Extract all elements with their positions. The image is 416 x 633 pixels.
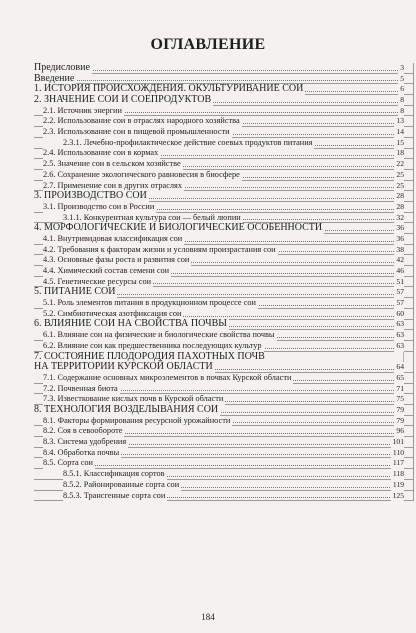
table-border xyxy=(413,138,414,149)
toc-entry-title: 8.5.3. Трансгенные сорта сои xyxy=(63,490,166,500)
toc-entry-page: 15 xyxy=(396,137,404,147)
toc-entry-page: 8 xyxy=(400,95,404,105)
dot-leader xyxy=(34,80,404,81)
toc-entry-page: 51 xyxy=(396,276,404,286)
toc-entry-title-line2: НА ТЕРРИТОРИИ КУРСКОЙ ОБЛАСТИ xyxy=(34,361,213,373)
toc-entry-page: 22 xyxy=(396,159,404,169)
toc-entry-title: 6. ВЛИЯНИЕ СОИ НА СВОЙСТВА ПОЧВЫ xyxy=(34,318,227,330)
toc-entry-page: 101 xyxy=(392,437,404,447)
table-border xyxy=(413,84,414,95)
toc-entry xyxy=(34,116,414,127)
toc-entry-title: 2. ЗНАЧЕНИЕ СОИ И СОЕПРОДУКТОВ xyxy=(34,94,212,106)
toc-entry-page: 6 xyxy=(400,84,404,94)
toc-entry-page: 71 xyxy=(396,383,404,393)
table-border xyxy=(413,298,414,309)
table-border xyxy=(413,149,414,160)
table-border xyxy=(413,127,414,138)
toc-entry-title: 8.2. Соя в севообороте xyxy=(43,426,123,436)
table-border xyxy=(413,181,414,192)
table-of-contents xyxy=(34,63,414,501)
page-title: ОГЛАВЛЕНИЕ xyxy=(150,36,266,53)
toc-entry-title: 4.4. Химический состав семени сои xyxy=(43,266,170,276)
table-border xyxy=(413,341,414,352)
toc-entry-title: 3.1.1. Конкурентная культура сои — белый люпин xyxy=(63,212,241,222)
toc-entry-title: 2.3.1. Лечебно-профилактическое действие соевых продуктов питания xyxy=(63,137,313,147)
toc-entry-title: 5. ПИТАНИЕ СОИ xyxy=(34,286,116,298)
toc-entry-page: 110 xyxy=(392,447,404,457)
toc-entry-page: 60 xyxy=(396,308,404,318)
toc-entry xyxy=(34,63,414,74)
toc-entry-title: 8.1. Факторы формирования ресурсной урожайности xyxy=(43,415,231,425)
toc-entry-title: 2.6. Сохранение экологического равновесия в биосфере xyxy=(43,169,240,179)
table-border xyxy=(413,106,414,117)
toc-entry xyxy=(34,202,414,213)
toc-entry xyxy=(34,298,414,309)
toc-entry xyxy=(34,373,414,384)
toc-entry xyxy=(34,191,414,202)
toc-entry-page: 18 xyxy=(396,148,404,158)
toc-entry-page: 25 xyxy=(396,169,404,179)
dot-leader xyxy=(43,465,404,466)
toc-entry xyxy=(34,384,414,395)
toc-entry-title: 8.3. Система удобрения xyxy=(43,437,127,447)
table-border xyxy=(413,426,414,437)
table-border xyxy=(413,213,414,224)
table-border xyxy=(413,352,414,373)
toc-entry-title: 6.2. Влияние сои как предшественника последующих культур xyxy=(43,340,262,350)
toc-entry xyxy=(34,287,414,298)
toc-entry-page: 8 xyxy=(400,105,404,115)
toc-entry-page: 63 xyxy=(396,319,404,329)
toc-entry-title: 8.4. Обработка почвы xyxy=(43,447,120,457)
toc-entry xyxy=(34,480,414,491)
table-border xyxy=(413,266,414,277)
toc-entry xyxy=(34,138,414,149)
toc-entry-title: 8.5. Сорта сои xyxy=(43,458,93,468)
table-border xyxy=(413,191,414,202)
toc-entry xyxy=(34,127,414,138)
toc-entry-page: 79 xyxy=(396,415,404,425)
toc-entry-title: 4.1. Внутривидовая классификация сои xyxy=(43,233,183,243)
table-border xyxy=(413,458,414,469)
table-border xyxy=(413,63,414,74)
toc-entry-page: 65 xyxy=(396,372,404,382)
toc-entry-title: 5.1. Роль элементов питания в продукционном процессе сои xyxy=(43,298,256,308)
toc-entry xyxy=(34,469,414,480)
toc-entry-page: 64 xyxy=(396,362,404,372)
toc-entry-page: 36 xyxy=(396,233,404,243)
toc-entry-title: 2.2. Использование сои в отраслях народного хозяйства xyxy=(43,116,240,126)
toc-entry-page: 14 xyxy=(396,127,404,137)
toc-entry-page: 46 xyxy=(396,266,404,276)
table-border xyxy=(413,480,414,491)
toc-entry-title: 5.2. Симбиотическая азотфиксация сои xyxy=(43,308,182,318)
table-border xyxy=(413,448,414,459)
table-border xyxy=(413,309,414,320)
toc-entry-title: 8.5.2. Районированные сорта сои xyxy=(63,479,180,489)
toc-entry xyxy=(34,255,414,266)
toc-entry xyxy=(34,245,414,256)
toc-entry xyxy=(34,106,414,117)
table-border xyxy=(413,320,414,331)
toc-entry-title: 7.1. Содержание основных микроэлементов в почвах Курской области xyxy=(43,372,292,382)
toc-entry-page: 63 xyxy=(396,330,404,340)
toc-entry xyxy=(34,437,414,448)
toc-entry-title: 2.5. Значение сои в сельском хозяйстве xyxy=(43,159,181,169)
table-border xyxy=(413,373,414,384)
toc-entry-title: Предисловие xyxy=(34,61,90,73)
toc-entry-title: 8. ТЕХНОЛОГИЯ ВОЗДЕЛЫВАНИЯ СОИ xyxy=(34,404,219,415)
page-number: 184 xyxy=(201,612,215,622)
table-border xyxy=(413,245,414,256)
table-border xyxy=(413,159,414,170)
table-border xyxy=(413,287,414,298)
toc-entry-page: 13 xyxy=(396,116,404,126)
toc-entry-title: 2.1. Источник энергии xyxy=(43,105,122,115)
table-border xyxy=(413,437,414,448)
toc-entry-page: 125 xyxy=(392,490,404,500)
toc-entry-title: 4.2. Требования к факторам жизни и условиям произрастания сои xyxy=(43,244,276,254)
toc-entry-page: 25 xyxy=(396,180,404,190)
toc-entry-page: 28 xyxy=(396,201,404,211)
toc-entry-page: 42 xyxy=(396,255,404,265)
table-border xyxy=(413,277,414,288)
table-border xyxy=(413,234,414,245)
toc-entry-title: 7.3. Известкование кислых почв в Курской области xyxy=(43,394,224,404)
toc-entry-page: 79 xyxy=(396,405,404,414)
toc-entry-title: 2.3. Использование сои в пищевой промышленности xyxy=(43,127,230,137)
table-border xyxy=(413,74,414,85)
toc-entry-title: 4.5. Генетические ресурсы сои xyxy=(43,276,152,286)
toc-entry-page: 3 xyxy=(400,62,404,72)
toc-entry-page: 28 xyxy=(396,191,404,201)
toc-entry-page: 38 xyxy=(396,244,404,254)
toc-entry-page: 119 xyxy=(392,479,404,489)
toc-entry-title: 2.7. Применение сои в других отраслях xyxy=(43,180,182,190)
table-border xyxy=(413,330,414,341)
toc-entry xyxy=(34,458,414,469)
table-border xyxy=(413,223,414,234)
toc-entry xyxy=(34,416,414,427)
table-border xyxy=(413,170,414,181)
toc-entry xyxy=(34,341,414,352)
toc-entry xyxy=(34,426,414,437)
toc-entry xyxy=(34,95,414,106)
toc-entry xyxy=(34,330,414,341)
toc-entry xyxy=(34,266,414,277)
toc-entry-page: 117 xyxy=(392,458,404,468)
toc-entry-page: 118 xyxy=(392,469,404,479)
toc-entry-title: 1. ИСТОРИЯ ПРОИСХОЖДЕНИЯ. ОКУЛЬТУРИВАНИЕ СОИ xyxy=(34,83,304,95)
toc-entry-page: 63 xyxy=(396,340,404,350)
table-border xyxy=(413,384,414,395)
table-border xyxy=(413,202,414,213)
toc-entry-title: 6.1. Влияние сои на физические и биологические свойства почвы xyxy=(43,330,275,340)
table-border xyxy=(413,116,414,127)
toc-entry-title: 8.5.1. Классификация сортов xyxy=(63,469,165,479)
toc-entry-page: 96 xyxy=(396,426,404,436)
toc-entry-title: 3. ПРОИЗВОДСТВО СОИ xyxy=(34,190,147,202)
toc-entry-title-line1: 7. СОСТОЯНИЕ ПЛОДОРОДИЯ ПАХОТНЫХ ПОЧВ xyxy=(34,350,265,362)
toc-entry xyxy=(34,159,414,170)
toc-entry xyxy=(34,405,414,416)
toc-entry xyxy=(34,234,414,245)
toc-entry-title: Введение xyxy=(34,72,75,84)
toc-entry-title: 4.3. Основные фазы роста и развития сои xyxy=(43,255,190,265)
table-border xyxy=(413,255,414,266)
toc-entry xyxy=(34,320,414,331)
table-border xyxy=(413,416,414,427)
toc-entry-title: 2.4. Использование сои в кормах xyxy=(43,148,159,158)
table-border xyxy=(413,95,414,106)
toc-entry-title: 4. МОРФОЛОГИЧЕСКИЕ И БИОЛОГИЧЕСКИЕ ОСОБЕННОСТИ xyxy=(34,222,323,234)
toc-entry-page: 57 xyxy=(396,287,404,297)
toc-entry-page: 36 xyxy=(396,223,404,233)
toc-entry-page: 32 xyxy=(396,212,404,222)
toc-entry xyxy=(34,491,414,502)
toc-entry-title: 3.1. Производство сои в России xyxy=(43,201,155,211)
table-border xyxy=(413,469,414,480)
toc-entry-page: 5 xyxy=(400,73,404,83)
table-border xyxy=(413,405,414,416)
table-border xyxy=(413,394,414,405)
toc-entry-page: 75 xyxy=(396,394,404,404)
toc-entry xyxy=(34,149,414,160)
toc-entry xyxy=(34,170,414,181)
toc-entry-page: 57 xyxy=(396,298,404,308)
toc-entry xyxy=(34,448,414,459)
table-border xyxy=(413,491,414,502)
toc-entry-title: 7.2. Почвенная биота xyxy=(43,383,118,393)
toc-entry xyxy=(34,223,414,234)
toc-entry xyxy=(34,352,414,373)
